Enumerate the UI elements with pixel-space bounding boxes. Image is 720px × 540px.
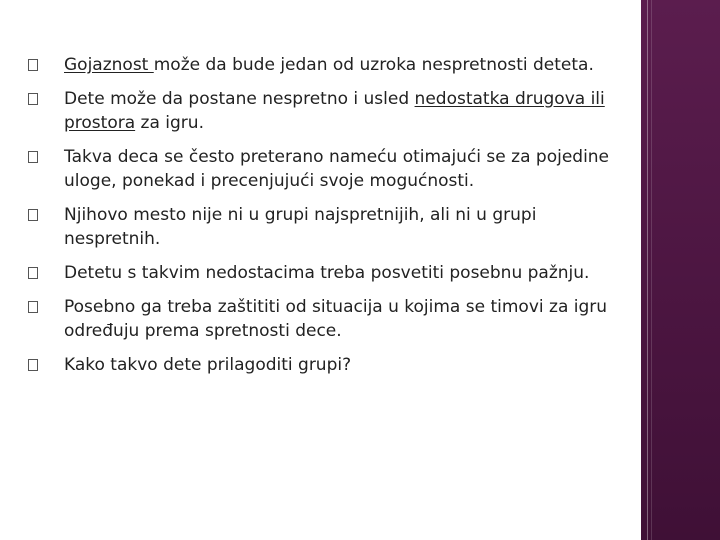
bullet-item-2 xyxy=(28,87,613,135)
bullet-list xyxy=(28,53,613,387)
decorative-side-panel xyxy=(641,0,720,540)
bullet-text-underlined: nedostatka drugova ili prostora xyxy=(64,89,605,133)
bullet-box-icon xyxy=(28,151,38,163)
bullet-text: Posebno ga treba zaštititi od situacija u kojima se timovi za igru određuju prema spretnosti dece. xyxy=(64,297,608,341)
bullet-text-underlined: Gojaznost xyxy=(64,55,154,75)
bullet-item-1 xyxy=(28,53,613,77)
bullet-item-4 xyxy=(28,203,613,251)
bullet-text: za igru. xyxy=(135,113,204,133)
bullet-item-6 xyxy=(28,295,613,343)
bullet-box-icon xyxy=(28,59,38,71)
bullet-item-7 xyxy=(28,353,613,377)
bullet-box-icon xyxy=(28,359,38,371)
side-panel-line xyxy=(647,0,648,540)
bullet-text: Njihovo mesto nije ni u grupi najspretnijih, ali ni u grupi nespretnih. xyxy=(64,205,537,249)
bullet-item-3 xyxy=(28,145,613,193)
bullet-box-icon xyxy=(28,301,38,313)
bullet-text: može da bude jedan od uzroka nespretnosti deteta. xyxy=(153,55,594,75)
bullet-item-5 xyxy=(28,261,613,285)
bullet-text: Dete može da postane nespretno i usled xyxy=(64,89,415,109)
bullet-text: Takva deca se često preterano nameću otimajući se za pojedine uloge, ponekad i precenjujući svoje mogućnosti. xyxy=(64,147,610,191)
side-panel-line xyxy=(651,0,652,540)
bullet-box-icon xyxy=(28,209,38,221)
bullet-text: Detetu s takvim nedostacima treba posvetiti posebnu pažnju. xyxy=(64,263,590,283)
bullet-box-icon xyxy=(28,93,38,105)
bullet-box-icon xyxy=(28,267,38,279)
bullet-text: Kako takvo dete prilagoditi grupi? xyxy=(64,355,352,375)
